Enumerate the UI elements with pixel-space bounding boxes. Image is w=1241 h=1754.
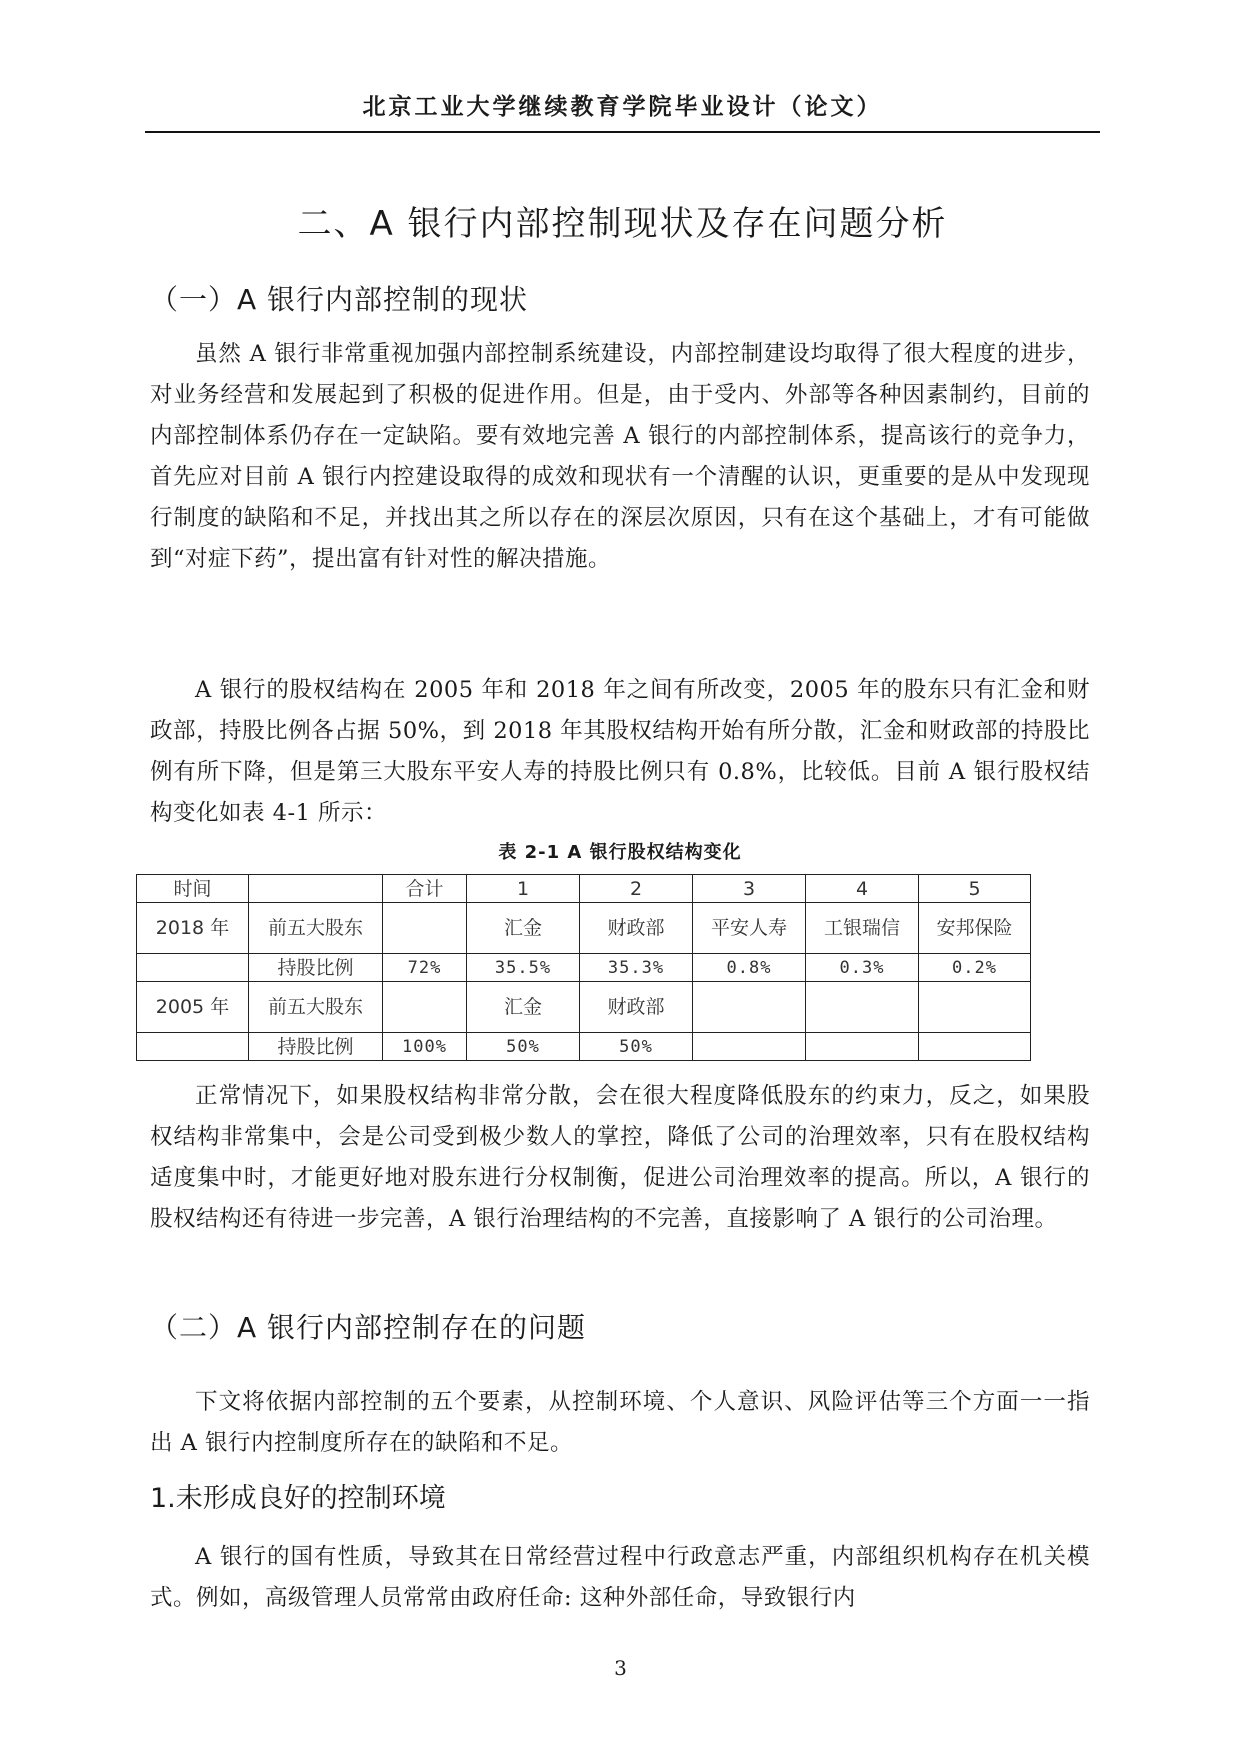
table-cell	[919, 1033, 1031, 1061]
table-header-cell: 合计	[383, 875, 467, 903]
table-header-cell: 时间	[137, 875, 249, 903]
table-cell	[693, 1033, 806, 1061]
table-caption: 表 2-1 A 银行股权结构变化	[498, 842, 742, 863]
paragraph-4: 下文将依据内部控制的五个要素，从控制环境、个人意识、风险评估等三个方面一一指出 A 银行内控制度所存在的缺陷和不足。	[150, 1389, 1090, 1456]
paragraph-2: A 银行的股权结构在 2005 年和 2018 年之间有所改变，2005 年的股东只有汇金和财政部，持股比例各占据 50%，到 2018 年其股权结构开始有所分散，汇金和财政部的持股比例有所下降，但是第三大股东平安人寿的持股比例只有 0.8%，比较低。目前 A 银行股权结构变化如表 4-1 所示：	[150, 677, 1090, 826]
paragraph-5: A 银行的国有性质，导致其在日常经营过程中行政意志严重，内部组织机构存在机关模式。例如，高级管理人员常常由政府任命: 这种外部任命，导致银行内	[150, 1544, 1090, 1611]
sub-heading-1: 1.未形成良好的控制环境	[150, 1483, 446, 1514]
equity-structure-table	[136, 874, 1031, 1061]
table-cell: 100%	[383, 1033, 467, 1061]
table-cell	[383, 903, 467, 954]
table-header-cell: 3	[693, 875, 806, 903]
table-cell	[137, 954, 249, 982]
table-label-cell: 前五大股东	[249, 982, 383, 1033]
table-cell	[383, 982, 467, 1033]
table-cell: 0.2%	[919, 954, 1031, 982]
table-header-cell: 4	[806, 875, 919, 903]
paragraph-3: 正常情况下，如果股权结构非常分散，会在很大程度降低股东的约束力，反之，如果股权结构非常集中，会是公司受到极少数人的掌控，降低了公司的治理效率，只有在股权结构适度集中时，才能更好地对股东进行分权制衡，促进公司治理效率的提高。所以，A 银行的股权结构还有待进一步完善，A 银行治理结构的不完善，直接影响了 A 银行的公司治理。	[150, 1083, 1090, 1232]
table-cell	[806, 1033, 919, 1061]
paragraph-1: 虽然 A 银行非常重视加强内部控制系统建设，内部控制建设均取得了很大程度的进步，对业务经营和发展起到了积极的促进作用。但是，由于受内、外部等各种因素制约，目前的内部控制体系仍存在一定缺陷。要有效地完善 A 银行的内部控制体系，提高该行的竞争力，首先应对目前 A 银行内控建设取得的成效和现状有一个清醒的认识，更重要的是从中发现现行制度的缺陷和不足，并找出其之所以存在的深层次原因，只有在这个基础上，才有可能做到“对症下药”，提出富有针对性的解决措施。	[150, 341, 1090, 572]
table-header-cell: 2	[580, 875, 693, 903]
table-label-cell: 前五大股东	[249, 903, 383, 954]
section-heading-1: （一）A 银行内部控制的现状	[150, 283, 529, 316]
section-heading-2: （二）A 银行内部控制存在的问题	[150, 1311, 587, 1344]
table-header-cell: 5	[919, 875, 1031, 903]
table-cell: 财政部	[580, 982, 693, 1033]
page-number: 3	[614, 1656, 627, 1680]
table-label-cell: 持股比例	[249, 1033, 383, 1061]
table-row	[137, 982, 1031, 1033]
table-cell: 35.5%	[467, 954, 580, 982]
table-cell: 汇金	[467, 903, 580, 954]
table-cell: 平安人寿	[693, 903, 806, 954]
table-cell	[806, 982, 919, 1033]
table-cell: 汇金	[467, 982, 580, 1033]
table-row	[137, 954, 1031, 982]
table-cell	[137, 1033, 249, 1061]
table-year-cell: 2005 年	[137, 982, 249, 1033]
table-cell: 35.3%	[580, 954, 693, 982]
table-header-cell	[249, 875, 383, 903]
table-year-cell: 2018 年	[137, 903, 249, 954]
table-cell: 50%	[467, 1033, 580, 1061]
chapter-title: 二、A 银行内部控制现状及存在问题分析	[297, 204, 948, 244]
header-rule	[145, 131, 1100, 133]
table-row	[137, 903, 1031, 954]
table-cell: 财政部	[580, 903, 693, 954]
table-cell	[919, 982, 1031, 1033]
table-cell: 安邦保险	[919, 903, 1031, 954]
table-cell	[693, 982, 806, 1033]
table-label-cell: 持股比例	[249, 954, 383, 982]
table-cell: 0.3%	[806, 954, 919, 982]
table-cell: 72%	[383, 954, 467, 982]
table-cell: 50%	[580, 1033, 693, 1061]
table-header-cell: 1	[467, 875, 580, 903]
table-row	[137, 1033, 1031, 1061]
table-cell: 0.8%	[693, 954, 806, 982]
running-header: 北京工业大学继续教育学院毕业设计（论文）	[362, 94, 883, 120]
table-header-row	[137, 875, 1031, 903]
table-cell: 工银瑞信	[806, 903, 919, 954]
